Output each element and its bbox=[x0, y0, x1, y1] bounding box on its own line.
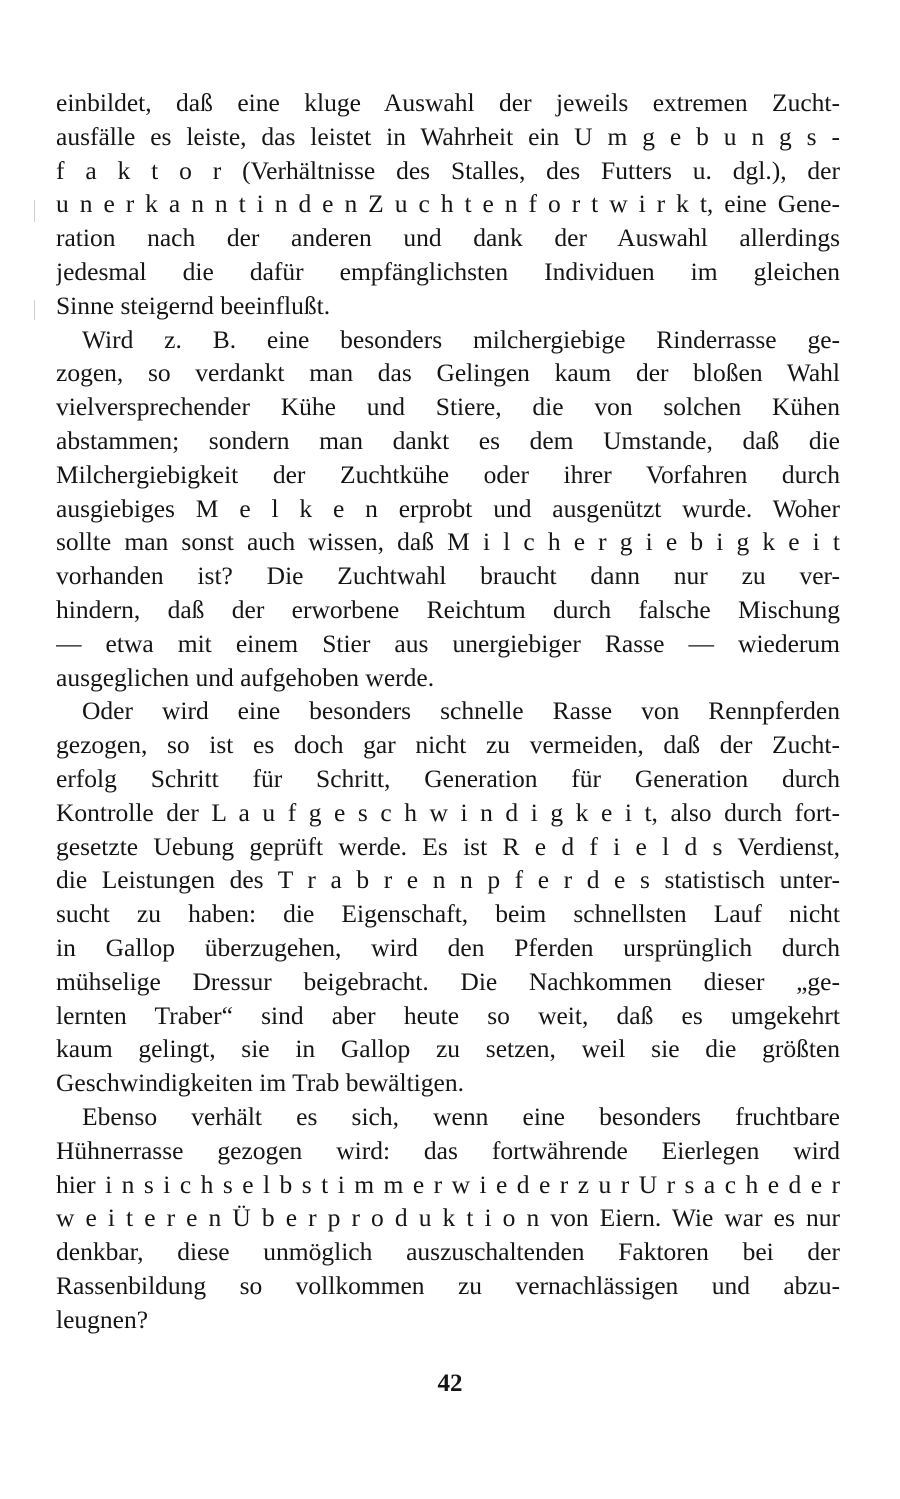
text-line: u n e r k a n n t i n d e n Z u c h t e n f o r t w i r k t, eine Gene- bbox=[56, 189, 840, 219]
page-body bbox=[56, 86, 840, 1336]
text-line: Hühnerrasse gezogen wird: das fortwährende Eierlegen wird bbox=[56, 1135, 840, 1165]
text-line: abstammen; sondern man dankt es dem Umstande, daß die bbox=[56, 425, 840, 455]
text-line: vorhanden ist? Die Zuchtwahl braucht dann nur zu ver- bbox=[56, 561, 840, 591]
text-line: in Gallop überzugehen, wird den Pferden ursprünglich durch bbox=[56, 932, 840, 962]
text-line: Oder wird eine besonders schnelle Rasse von Rennpferden bbox=[82, 696, 840, 726]
text-line: mühselige Dressur beigebracht. Die Nachkommen dieser „ge- bbox=[56, 966, 840, 996]
text-line: w e i t e r e n Ü b e r p r o d u k t i o n von Eiern. Wie war es nur bbox=[56, 1203, 840, 1233]
scan-edge-mark bbox=[34, 200, 35, 222]
text-line: hier i n s i c h s e l b s t i m m e r w i e d e r z u r U r s a c h e d e r bbox=[56, 1169, 840, 1199]
text-line: leugnen? bbox=[56, 1304, 149, 1334]
text-line: einbildet, daß eine kluge Auswahl der jeweils extremen Zucht- bbox=[56, 88, 840, 117]
text-line: die Leistungen des T r a b r e n n p f e r d e s statistisch unter- bbox=[56, 865, 840, 895]
text-line: gesetzte Uebung geprüft werde. Es ist R e d f i e l d s Verdienst, bbox=[56, 831, 840, 861]
text-line: sucht zu haben: die Eigenschaft, beim schnellsten Lauf nicht bbox=[56, 899, 840, 929]
text-line: gezogen, so ist es doch gar nicht zu vermeiden, daß der Zucht- bbox=[56, 730, 840, 760]
text-line: ration nach der anderen und dank der Auswahl allerdings bbox=[56, 223, 840, 253]
paragraph-3 bbox=[56, 694, 840, 1100]
scan-edge-mark bbox=[34, 300, 35, 320]
text-line: — etwa mit einem Stier aus unergiebiger Rasse — wiederum bbox=[56, 628, 840, 658]
text-line: Rassenbildung so vollkommen zu vernachlässigen und abzu- bbox=[56, 1270, 840, 1300]
page-number: 42 bbox=[437, 1370, 463, 1397]
text-line: Geschwindigkeiten im Trab bewältigen. bbox=[56, 1068, 464, 1098]
text-line: Wird z. B. eine besonders milchergiebige Rinderrasse ge- bbox=[82, 324, 840, 354]
text-line: sollte man sonst auch wissen, daß M i l c h e r g i e b i g k e i t bbox=[56, 527, 840, 557]
text-line: ausfälle es leiste, das leistet in Wahrheit ein U m g e b u n g s - bbox=[56, 121, 840, 151]
text-line: jedesmal die dafür empfänglichsten Individuen im gleichen bbox=[56, 256, 840, 286]
text-line: lernten Traber“ sind aber heute so weit, daß es umgekehrt bbox=[56, 1000, 840, 1030]
text-line: denkbar, diese unmöglich auszuschaltenden Faktoren bei der bbox=[56, 1237, 840, 1267]
text-line: ausgeglichen und aufgehoben werde. bbox=[56, 662, 435, 692]
text-line: f a k t o r (Verhältnisse des Stalles, des Futters u. dgl.), der bbox=[56, 155, 840, 185]
text-line: hindern, daß der erworbene Reichtum durch falsche Mischung bbox=[56, 594, 840, 624]
text-line: zogen, so verdankt man das Gelingen kaum der bloßen Wahl bbox=[56, 358, 840, 388]
text-line: Milchergiebigkeit der Zuchtkühe oder ihrer Vorfahren durch bbox=[56, 459, 840, 489]
text-line: kaum gelingt, sie in Gallop zu setzen, weil sie die größten bbox=[56, 1034, 840, 1064]
text-line: erfolg Schritt für Schritt, Generation für Generation durch bbox=[56, 763, 840, 793]
paragraph-2 bbox=[56, 323, 840, 695]
text-line: Sinne steigernd beeinflußt. bbox=[56, 290, 331, 320]
text-line: Kontrolle der L a u f g e s c h w i n d i g k e i t, also durch fort- bbox=[56, 797, 840, 827]
text-line: vielversprechender Kühe und Stiere, die von solchen Kühen bbox=[56, 392, 840, 422]
paragraph-1 bbox=[56, 86, 840, 323]
text-line: Ebenso verhält es sich, wenn eine besonders fruchtbare bbox=[82, 1101, 840, 1131]
text-line: ausgiebiges M e l k e n erprobt und ausgenützt wurde. Woher bbox=[56, 493, 840, 523]
paragraph-4 bbox=[56, 1100, 840, 1337]
